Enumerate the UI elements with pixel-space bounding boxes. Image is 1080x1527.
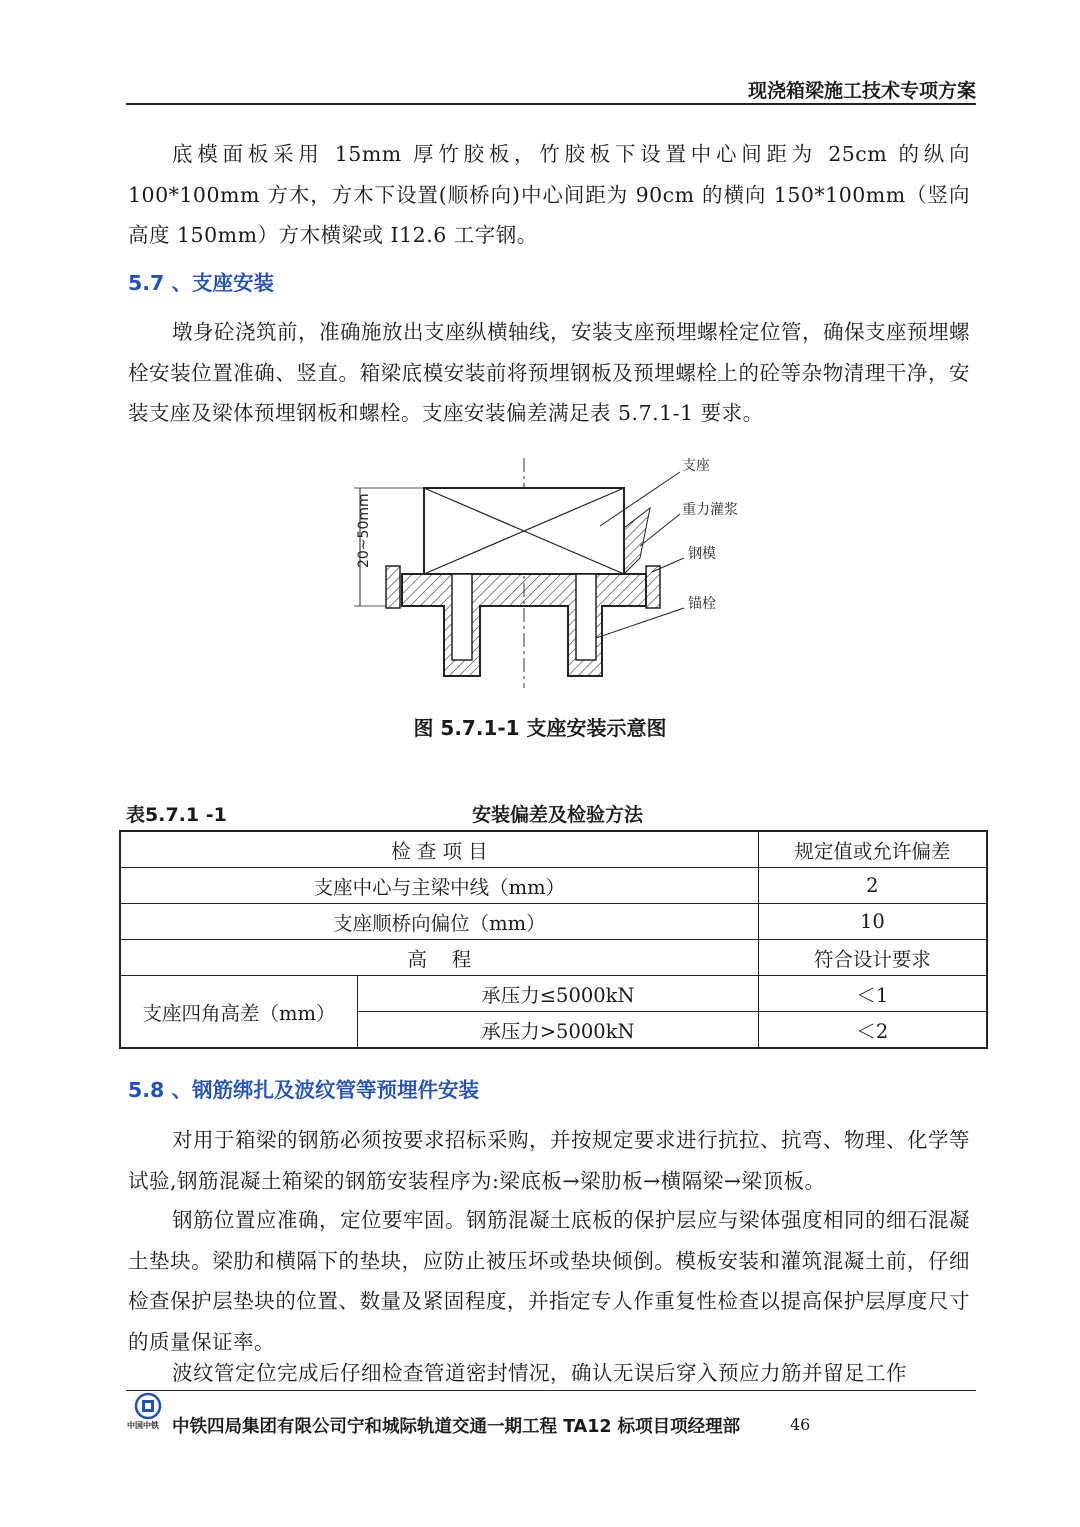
deviation-table xyxy=(119,830,988,1049)
section-5-7-paragraph: 墩身砼浇筑前，准确施放出支座纵横轴线，安装支座预埋螺栓定位管，确保支座预埋螺栓安装位置准确、竖直。箱梁底模安装前将预埋钢板及预埋螺栓上的砼等杂物清理干净，安装支座及梁体预埋钢板和螺栓。支座安装偏差满足表 5.7.1-1 要求。 xyxy=(128,320,970,425)
label-anchor-bolt: 锚栓 xyxy=(688,596,716,612)
table-header-row xyxy=(120,831,987,868)
row-item: 高 程 xyxy=(120,940,758,976)
table-row xyxy=(120,940,987,976)
table-row xyxy=(120,868,987,904)
logo-text: 中国中铁 xyxy=(127,1421,159,1430)
row-value: 2 xyxy=(758,868,987,904)
label-support: 支座 xyxy=(682,458,710,474)
header-value: 规定值或允许偏差 xyxy=(758,831,987,868)
section-heading-5-7: 5.7 、支座安装 xyxy=(128,271,274,295)
dimension-label: 20~50mm xyxy=(356,493,372,568)
company-logo-icon xyxy=(128,1392,168,1420)
row-value: ＜1 xyxy=(758,976,987,1012)
table-number: 表5.7.1 -1 xyxy=(126,804,227,826)
row-item: 支座顺桥向偏位（mm） xyxy=(120,904,758,940)
table-row xyxy=(120,904,987,940)
row-item: 支座中心与主梁中线（mm） xyxy=(120,868,758,904)
section-5-8-paragraph-3: 波纹管定位完成后仔细检查管道密封情况，确认无误后穿入预应力筋并留足工作 xyxy=(172,1361,907,1385)
label-steel-form: 钢模 xyxy=(688,546,716,562)
page-number: 46 xyxy=(790,1415,811,1434)
row-item: 承压力>5000kN xyxy=(358,1012,759,1049)
intro-paragraph: 底模面板采用 15mm 厚竹胶板，竹胶板下设置中心间距为 25cm 的纵向 100*100mm 方木，方木下设置(顺桥向)中心间距为 90cm 的横向 150*100mm（竖向高度 150mm）方木横梁或 I12.6 工字钢。 xyxy=(128,142,970,247)
support-installation-diagram xyxy=(340,448,760,693)
anchor-hole-right xyxy=(576,574,596,660)
row-item: 承压力≤5000kN xyxy=(358,976,759,1012)
row-value: 符合设计要求 xyxy=(758,940,987,976)
section-5-8-paragraph-1: 对用于箱梁的钢筋必须按要求招标采购，并按规定要求进行抗拉、抗弯、物理、化学等试验,钢筋混凝土箱梁的钢筋安装程序为:梁底板→梁肋板→横隔梁→梁顶板。 xyxy=(128,1128,970,1193)
table-row xyxy=(120,976,987,1012)
anchor-hole-left xyxy=(452,574,472,660)
section-5-8-paragraph-2: 钢筋位置应准确，定位要牢固。钢筋混凝土底板的保护层应与梁体强度相同的细石混凝土垫块。梁肋和横隔下的垫块，应防止被压坏或垫块倾倒。模板安装和灌筑混凝土前，仔细检查保护层垫块的位置、数量及紧固程度，并指定专人作重复性检查以提高保护层厚度尺寸的质量保证率。 xyxy=(128,1208,970,1354)
footer-company: 中铁四局集团有限公司宁和城际轨道交通一期工程 TA12 标项目项经理部 xyxy=(172,1417,741,1437)
figure-caption: 图 5.7.1-1 支座安装示意图 xyxy=(413,716,667,740)
table-title: 安装偏差及检验方法 xyxy=(472,804,644,826)
row-value: 10 xyxy=(758,904,987,940)
row-value: ＜2 xyxy=(758,1012,987,1049)
side-bolt-right xyxy=(646,566,660,608)
label-grout: 重力灌浆 xyxy=(682,502,738,518)
footer-rule xyxy=(126,1390,976,1391)
group-label: 支座四角高差（mm） xyxy=(120,976,358,1049)
header-rule xyxy=(126,103,976,105)
header-item: 检 查 项 目 xyxy=(120,831,758,868)
side-bolt-left xyxy=(386,566,400,608)
header-title: 现浇箱梁施工技术专项方案 xyxy=(747,80,976,102)
section-heading-5-8: 5.8 、钢筋绑扎及波纹管等预埋件安装 xyxy=(128,1078,479,1102)
